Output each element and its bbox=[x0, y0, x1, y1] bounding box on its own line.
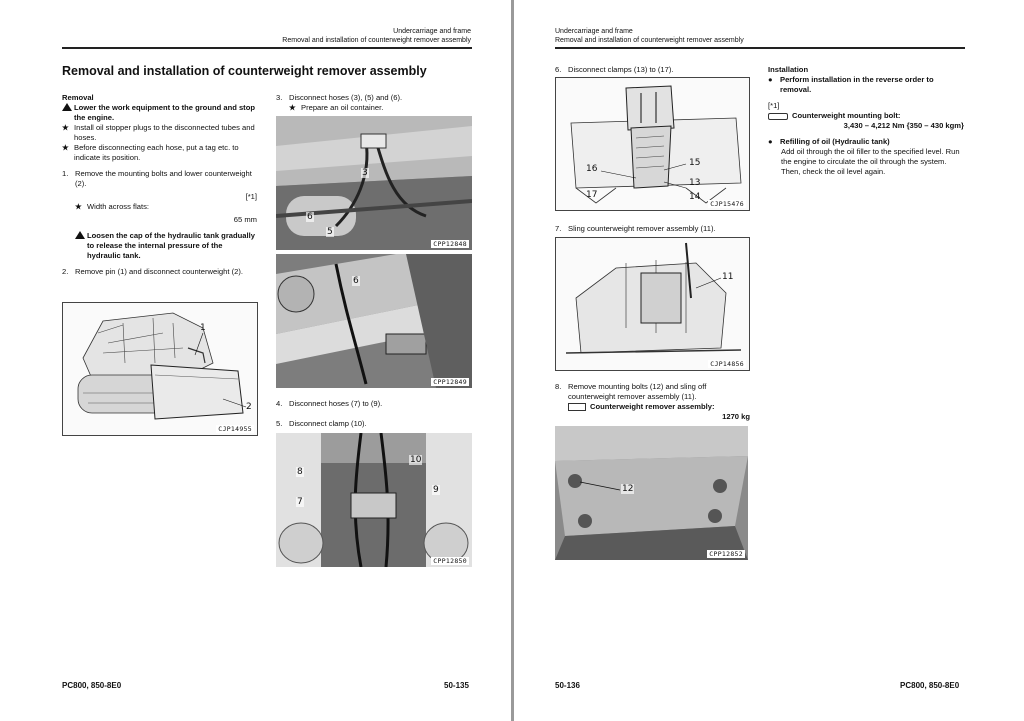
installation-column bbox=[768, 65, 964, 177]
step-7: 7. Sling counterweight remover assembly (11). bbox=[555, 224, 716, 233]
left-page bbox=[0, 0, 511, 721]
callout-2: 2 bbox=[246, 402, 252, 412]
callout-9: 9 bbox=[433, 485, 439, 495]
callout-6: 6 bbox=[307, 212, 313, 222]
header-chapter: Undercarriage and frame bbox=[555, 28, 633, 35]
hose-6-photo bbox=[276, 254, 472, 388]
callout-7: 7 bbox=[297, 497, 303, 507]
footer-page-number: 50-135 bbox=[444, 681, 469, 690]
page-title: Removal and installation of counterweight remover assembly bbox=[62, 64, 427, 78]
callout-6: 6 bbox=[353, 276, 359, 286]
callout-16: 16 bbox=[586, 164, 598, 174]
photo-code: CPP12850 bbox=[433, 557, 467, 565]
step-2: 2. Remove pin (1) and disconnect counterweight (2). bbox=[62, 267, 243, 276]
note-item: ★ Install oil stopper plugs to the disconnected tubes and hoses. bbox=[62, 123, 255, 142]
header-section: Removal and installation of counterweight remover assembly bbox=[282, 37, 471, 44]
weight-value: 1270 kg bbox=[722, 412, 750, 421]
header-section: Removal and installation of counterweight remover assembly bbox=[555, 37, 744, 44]
header-chapter: Undercarriage and frame bbox=[393, 28, 471, 35]
middle-column bbox=[276, 93, 471, 113]
step-8: 8. Remove mounting bolts (12) and sling off counterweight remover assembly (11). Counterweight remover assembly: 1270 kg bbox=[555, 382, 750, 421]
photo-code: CPP12852 bbox=[709, 550, 743, 558]
header-rule bbox=[62, 47, 472, 49]
warning-icon bbox=[62, 103, 72, 111]
photo-code: CPP12849 bbox=[433, 378, 467, 386]
footer-model: PC800, 850-8E0 bbox=[900, 681, 960, 690]
refill-heading: ● Refilling of oil (Hydraulic tank) bbox=[768, 137, 890, 146]
weight-icon bbox=[568, 403, 586, 411]
footer-model: PC800, 850-8E0 bbox=[62, 681, 122, 690]
star-icon: ★ bbox=[75, 202, 82, 211]
callout-13: 13 bbox=[689, 178, 701, 188]
warning-note: Loosen the cap of the hydraulic tank gradually to release the internal pressure of the hydraulic tank. bbox=[62, 231, 257, 261]
bullet-icon: ● bbox=[768, 75, 773, 84]
callout-8: 8 bbox=[297, 467, 303, 477]
photo-code: CPP12848 bbox=[433, 240, 467, 248]
figure-code: CJP14856 bbox=[710, 360, 744, 368]
callout-3: 3 bbox=[362, 168, 368, 178]
middle-column-steps bbox=[276, 399, 471, 429]
callout-5: 5 bbox=[327, 227, 333, 237]
note-item: ★ Before disconnecting each hose, put a tag etc. to indicate its position. bbox=[62, 143, 239, 162]
page-header bbox=[282, 27, 471, 45]
figure-code: CJP14955 bbox=[218, 425, 252, 433]
torque-wrench-icon bbox=[768, 113, 788, 120]
figure-code: CJP15476 bbox=[710, 200, 744, 208]
left-column bbox=[62, 93, 257, 277]
weight-label: Counterweight remover assembly: bbox=[555, 402, 750, 412]
header-rule bbox=[555, 47, 965, 49]
callout-1: 1 bbox=[200, 323, 206, 333]
step-1: 1. Remove the mounting bolts and lower counterweight (2). bbox=[62, 169, 252, 188]
step-3-note: ★ Prepare an oil container. bbox=[289, 103, 384, 112]
callout-11: 11 bbox=[722, 272, 734, 282]
clamp-photo bbox=[276, 433, 472, 567]
callout-12: 12 bbox=[622, 484, 634, 494]
step-6: 6. Disconnect clamps (13) to (17). bbox=[555, 65, 674, 74]
refill-text: Add oil through the oil filler to the specified level. Run the engine to circulate the oil through the system. Then, check the oil level again. bbox=[781, 147, 960, 176]
callout-10: 10 bbox=[410, 455, 422, 465]
page-header bbox=[555, 27, 744, 45]
step-4: 4. Disconnect hoses (7) to (9). bbox=[276, 399, 383, 408]
reference-mark: [*1] bbox=[768, 101, 780, 110]
bullet-icon: ● bbox=[768, 137, 773, 146]
star-icon: ★ bbox=[289, 103, 296, 112]
removal-heading: Removal bbox=[62, 93, 94, 102]
callout-17: 17 bbox=[586, 190, 598, 200]
step-1-note: ★ Width across flats: bbox=[75, 202, 150, 211]
torque-value: 3,430 – 4,212 Nm {350 – 430 kgm} bbox=[843, 121, 964, 130]
counterweight-removal-figure bbox=[62, 302, 258, 436]
width-across-flats-value: 65 mm bbox=[233, 215, 257, 224]
warning-note: Lower the work equipment to the ground and stop the engine. bbox=[62, 103, 257, 123]
installation-heading: Installation bbox=[768, 65, 809, 74]
mounting-bolts-photo bbox=[555, 426, 748, 560]
star-icon: ★ bbox=[62, 143, 69, 152]
installation-bullet: ● Perform installation in the reverse order to removal. bbox=[768, 75, 934, 94]
callout-15: 15 bbox=[689, 158, 701, 168]
reference-mark: [*1] bbox=[245, 192, 257, 201]
callout-14: 14 bbox=[689, 192, 701, 202]
clamps-figure bbox=[555, 77, 750, 211]
step-5: 5. Disconnect clamp (10). bbox=[276, 419, 367, 428]
right-page bbox=[514, 0, 1024, 721]
footer-page-number: 50-136 bbox=[555, 681, 580, 690]
step-3: 3. Disconnect hoses (3), (5) and (6). bbox=[276, 93, 403, 102]
torque-label: Counterweight mounting bolt: bbox=[768, 111, 964, 121]
hoses-photo bbox=[276, 116, 472, 250]
sling-figure bbox=[555, 237, 750, 371]
warning-icon bbox=[75, 231, 85, 239]
star-icon: ★ bbox=[62, 123, 69, 132]
